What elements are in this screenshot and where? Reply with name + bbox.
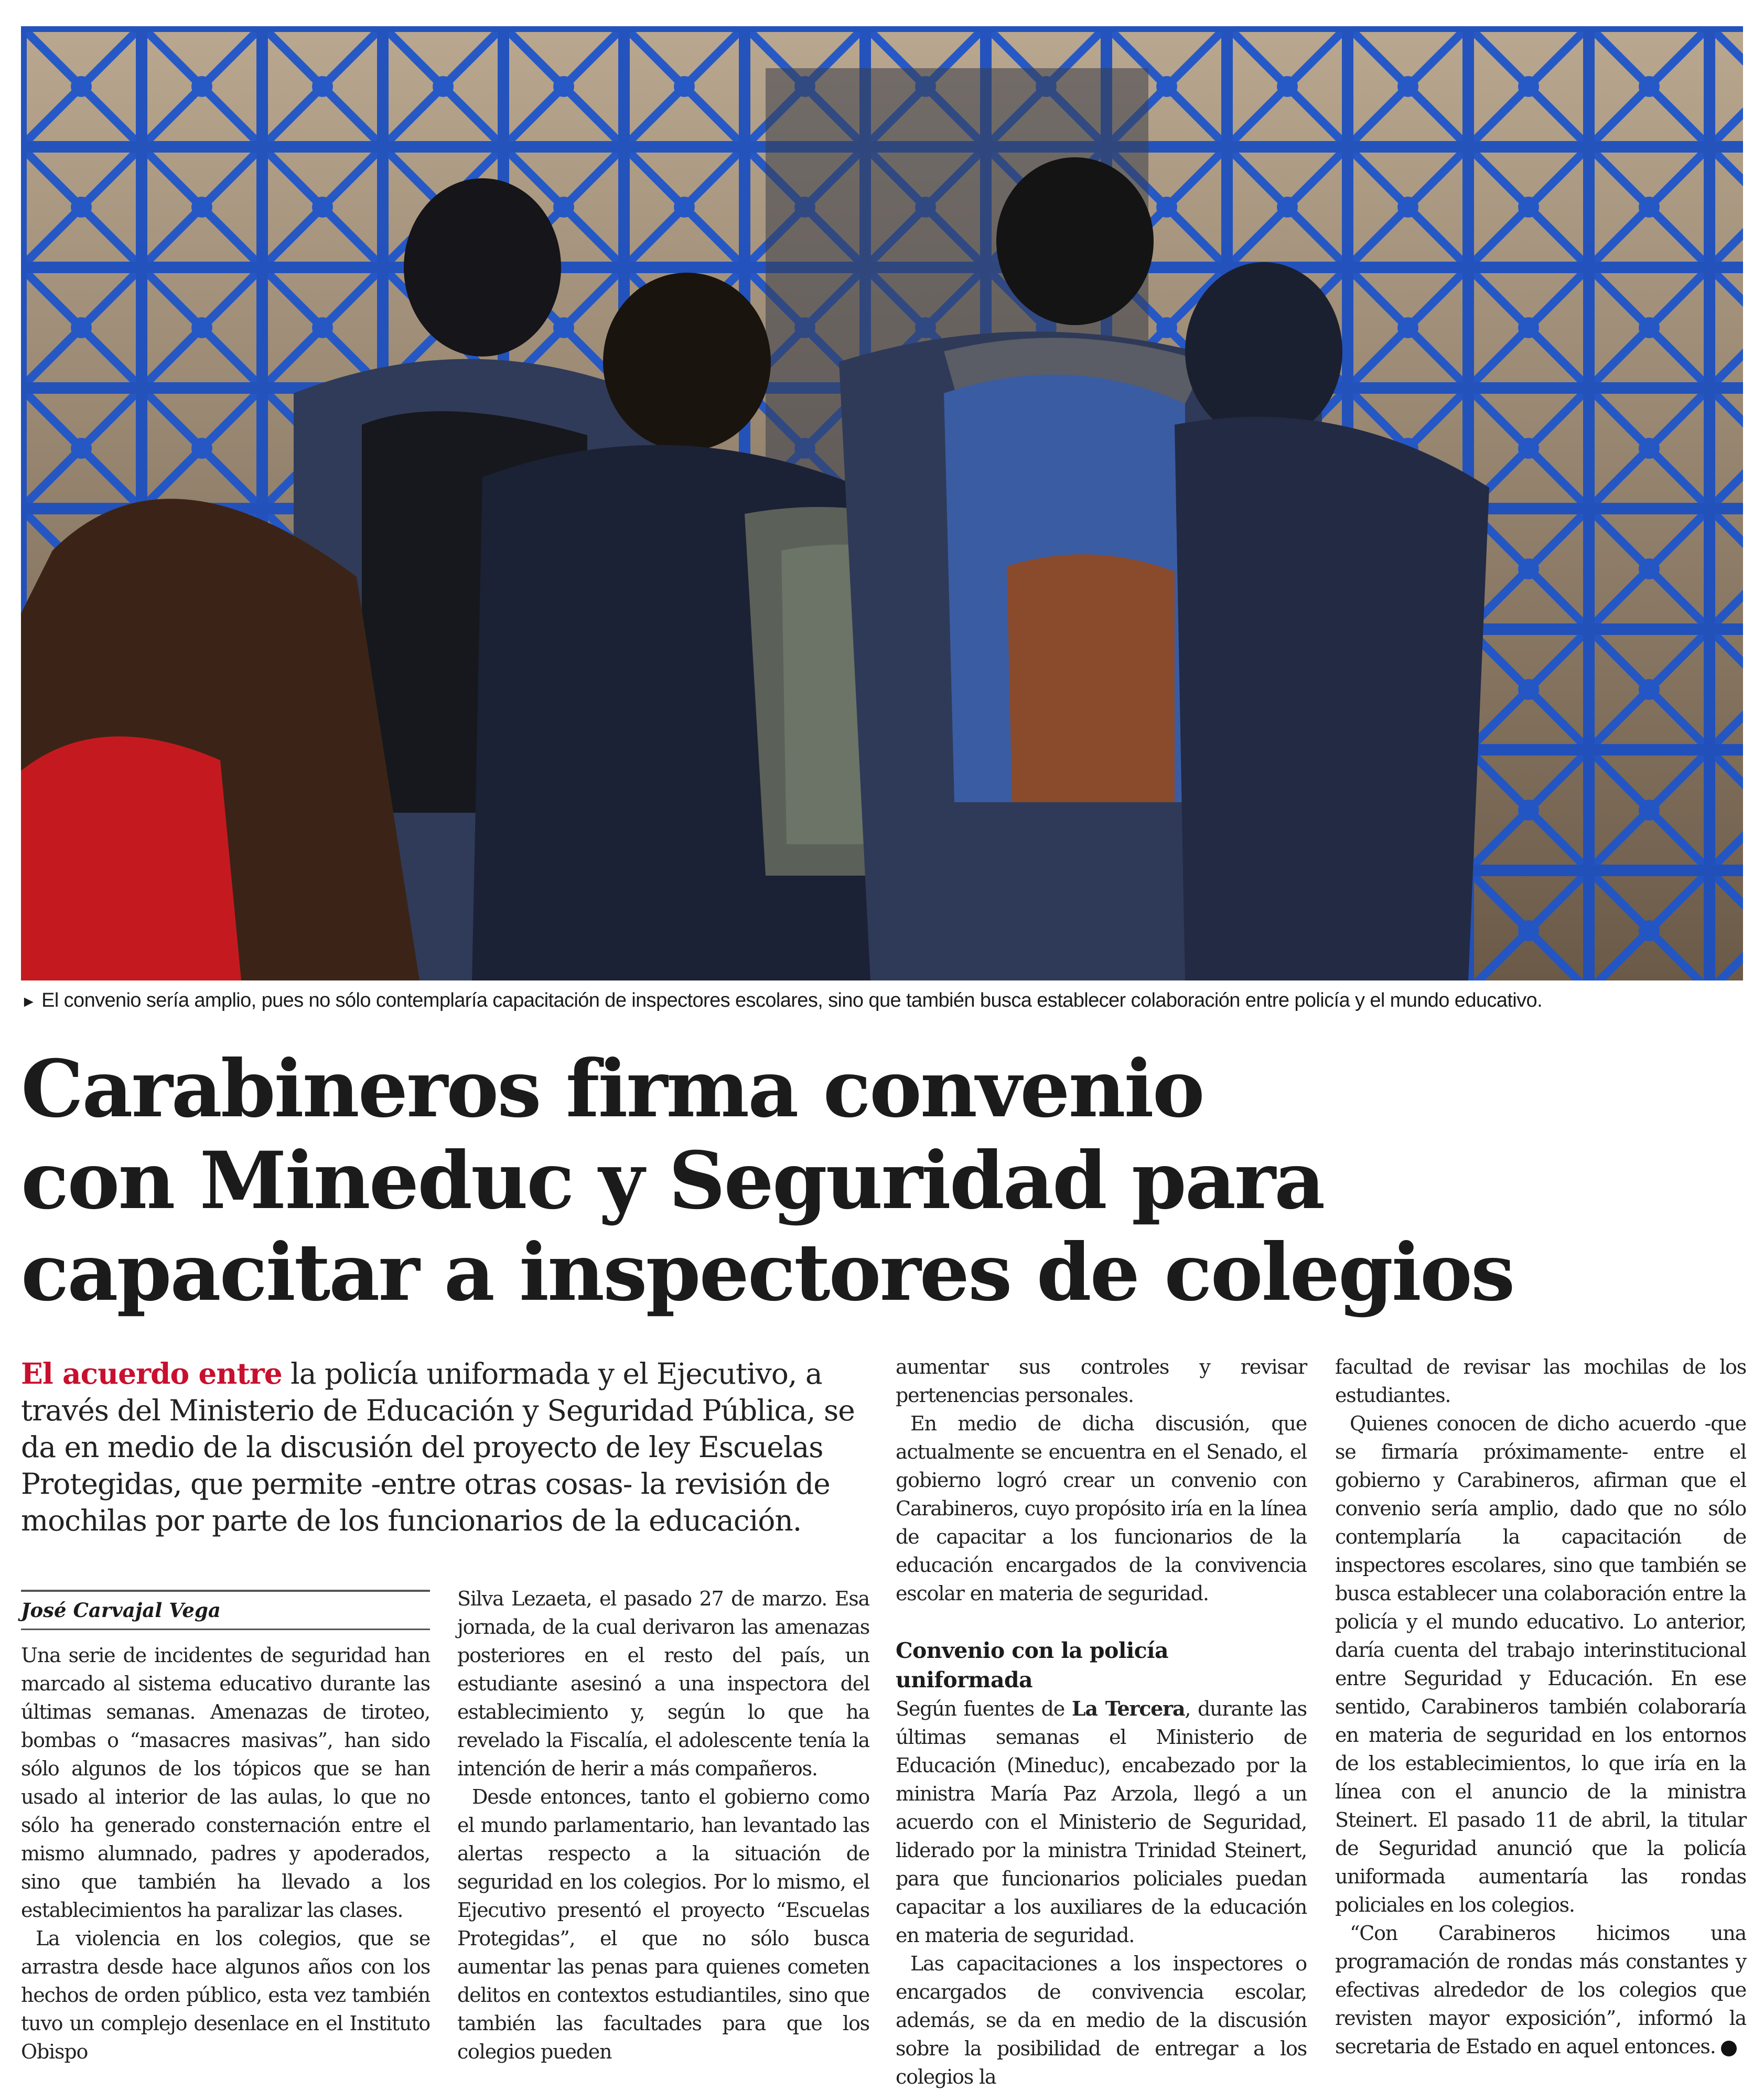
lead-kicker: El acuerdo entre (21, 1356, 282, 1391)
subheading: Convenio con la policía uniformada (896, 1638, 1168, 1693)
col3-paragraph-4: Las capacitaciones a los inspectores o encargados de convivencia escolar, además, se da en medio de la discusión sobre la posibilidad de entregar a los colegios la (896, 1952, 1307, 2088)
column-1 (21, 1641, 430, 2063)
col3-p3-pre: Según fuentes de (896, 1697, 1072, 1720)
col1-paragraph-1: Una serie de incidentes de seguridad han marcado al sistema educativo durante las últimas semanas. Amenazas de tiroteo, bombas o “masacres masivas”, han sido sólo algunos de los tópicos que se han usado al interior de las aulas, lo que no sólo ha generado consternación entre el mismo alumnado, padres y apoderados, sino que también ha llevado a los establecimientos ha paralizar las clases. (21, 1644, 430, 1922)
headline-line-3: capacitar a inspectores de colegios (21, 1226, 1514, 1319)
column-2 (457, 1585, 869, 2063)
lead-text: la policía uniformada y el Ejecutivo, a través del Ministerio de Educación y Seguridad Pública, se da en medio de la discusión del proyecto de ley Escuelas Protegidas, que permite -entre otras cosas- la revisión de mochilas por parte de los funcionarios de la educación. (21, 1357, 855, 1537)
col2-paragraph-2: Desde entonces, tanto el gobierno como el mundo parlamentario, han levantado las alertas respecto a la situación de seguridad en los colegios. Por lo mismo, el Ejecutivo presentó el proyecto “Escuelas Protegidas”, el que no sólo busca aumentar las penas para quienes cometen delitos en contextos estudiantiles, sino que también las facultades para que los colegios pueden (457, 1785, 869, 2063)
headline-line-1: Carabineros firma convenio (21, 1043, 1203, 1135)
col3-paragraph-2: En medio de dicha discusión, que actualmente se encuentra en el Senado, el gobierno logró crear un convenio con Carabineros, cuyo propósito iría en la línea de capacitar a los funcionarios de la educación encargados de la convivencia escolar en materia de seguridad. (896, 1412, 1307, 1605)
col2-paragraph-1: Silva Lezaeta, el pasado 27 de marzo. Esa jornada, de la cual derivaron las amenazas posteriores en el resto del país, un estudiante asesinó a una inspectora del establecimiento y, según lo que ha revelado la Fiscalía, el adolescente tenía la intención de herir a más compañeros. (457, 1587, 869, 1780)
col1-paragraph-2: La violencia en los colegios, que se arrastra desde hace algunos años con los hechos de orden público, esta vez también tuvo un complejo desenlace en el Instituto Obispo (21, 1927, 430, 2063)
col4-paragraph-2: Quienes conocen de dicho acuerdo -que se firmaría próximamente- entre el gobierno y Carabineros, afirman que el convenio sería amplio, dado que no sólo contemplaría la capacitación de inspectores escolares, sino que también se busca establecer una colaboración entre la policía y el mundo educativo. Lo anterior, daría cuenta del trabajo interinstitucional entre Seguridad y Educación. En ese sentido, Carabineros también colaboraría en materia de seguridad en los entornos de los establecimientos, lo que iría en la línea con el anuncio de la ministra Steinert. El pasado 11 de abril, la titular de Seguridad anunció que la policía uniformada aumentaría las rondas policiales en los colegios. (1335, 1412, 1746, 1916)
newspaper-name: La Tercera (1071, 1697, 1185, 1720)
col3-paragraph-3 (896, 1695, 1307, 1949)
caption-text: El convenio sería amplio, pues no sólo contemplaría capacitación de inspectores escolares, sino que también busca establecer colaboración entre policía y el mundo educativo. (41, 989, 1543, 1011)
col3-p3-post: , durante las últimas semanas el Ministerio de Educación (Mineduc), encabezado por la ministra María Paz Arzola, llegó a un acuerdo con el Ministerio de Seguridad, liderado por la ministra Trinidad Steinert, para que funcionarios policiales puedan capacitar a los auxiliares de la educación en materia de seguridad. (896, 1697, 1307, 1947)
headline (21, 1043, 1594, 1319)
col4-paragraph-1: facultad de revisar las mochilas de los estudiantes. (1335, 1355, 1746, 1407)
col3-paragraph-1: aumentar sus controles y revisar pertenencias personales. (896, 1355, 1307, 1407)
photo-caption (21, 985, 1746, 1016)
caption-arrow-icon: ► (21, 993, 37, 1010)
article-photo (21, 26, 1743, 980)
byline: José Carvajal Vega (21, 1590, 430, 1630)
students-entering-school-photo (21, 26, 1743, 980)
column-3 (896, 1353, 1307, 2088)
headline-line-2: con Mineduc y Seguridad para (21, 1135, 1324, 1227)
end-mark-icon (1721, 2041, 1737, 2056)
column-4 (1335, 1353, 1746, 2058)
lead-paragraph (21, 1355, 881, 1539)
col4-paragraph-3 (1335, 1919, 1746, 2061)
col4-p3-text: “Con Carabineros hicimos una programación de rondas más constantes y efectivas alrededor de los colegios que revisten mayor exposición”, informó la secretaria de Estado en aquel entonces. (1335, 1922, 1746, 2058)
